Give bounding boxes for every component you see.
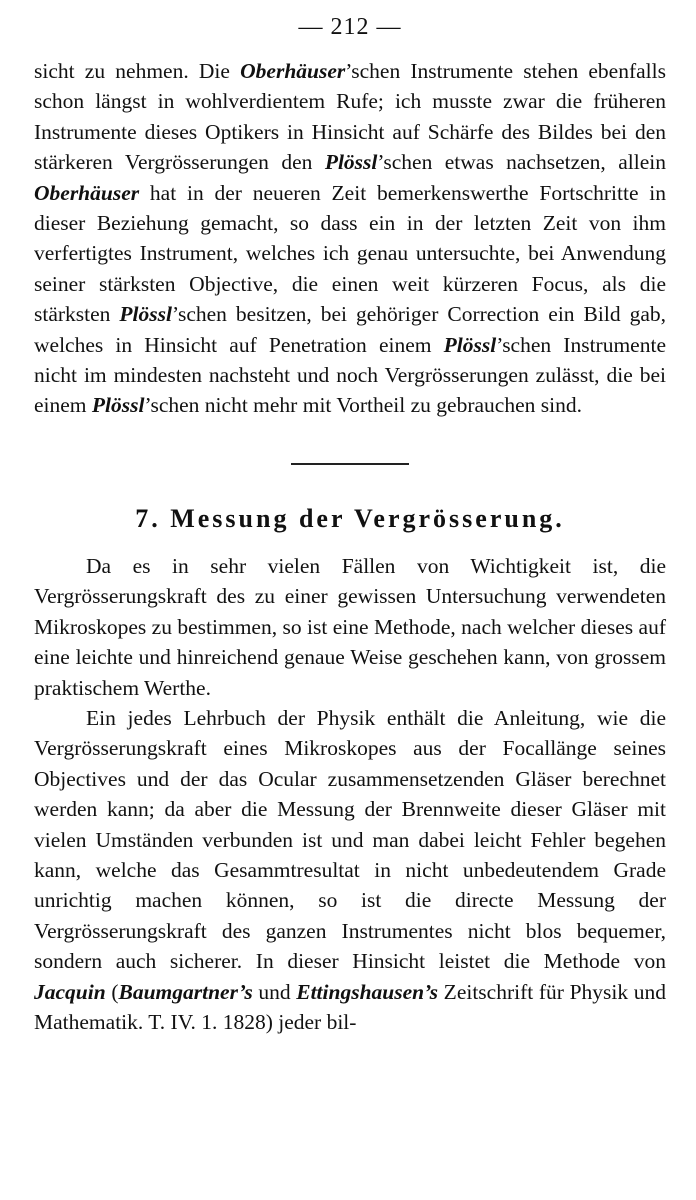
text-run: Zeitschrift für Physik und Mathematik. T. IV. 1. 1828) jeder bil- (34, 979, 666, 1034)
text-run: Da es in sehr vielen Fällen von Wichtigkeit ist, die Vergrösserungskraft des zu einer gewissen Untersuchung verwendeten Mikroskopes zu bestimmen, so ist eine Methode, nach welcher dieses auf eine leichte und hinreichend genaue Weise geschehen kann, von grossem praktischem Werthe. (34, 553, 666, 700)
emphasized-name: Ettingshausen’s (296, 979, 439, 1004)
emphasized-name: Baumgartner’s (118, 979, 253, 1004)
emphasized-name: Plössl (324, 150, 378, 175)
section-heading: 7. Messung der Vergrösserung. (135, 503, 565, 533)
text-run: und (252, 979, 297, 1004)
text-run: ’schen etwas nachsetzen, allein (377, 150, 666, 175)
text-run: ’schen Instrumente nicht im mindesten nachsteht und noch Vergrösserungen zulässt, die bei einem (34, 332, 666, 418)
emphasized-name: Oberhäuser (240, 59, 346, 83)
text-run: ’schen besitzen, bei gehöriger Correction ein Bild gab, welches in Hinsicht auf Penetration einem (34, 302, 666, 357)
emphasized-name: Oberhäuser (34, 180, 140, 205)
text-run: sicht zu nehmen. Die (34, 59, 241, 83)
section-divider (291, 463, 409, 465)
emphasized-name: Plössl (443, 332, 497, 357)
text-run: hat in der neueren Zeit bemerkenswerthe Fortschritte in dieser Beziehung gemacht, so dass ein in der letzten Zeit von ihm verfertigtes Instrument, welches ich genau untersuchte, bei Anwendung seiner stärksten Objective, die einen weit kürzeren Focus, als die stärksten (34, 180, 666, 327)
page-number: — 212 — (298, 14, 402, 40)
emphasized-name: Plössl (119, 302, 172, 327)
text-run: ( (105, 979, 119, 1004)
emphasized-name: Jacquin (34, 979, 106, 1004)
paragraph-intro (34, 551, 666, 703)
text-run: ’schen Instrumente stehen ebenfalls schon längst in wohlverdientem Rufe; ich musste zwar die früheren Instrumente dieses Optikers in Hinsicht auf Schärfe des Bildes bei den stärkeren Vergrösserungen den (34, 59, 666, 175)
paragraph-continued (34, 56, 666, 421)
paragraph-method (34, 703, 666, 1037)
emphasized-name: Plössl (91, 393, 145, 418)
text-run: ’schen nicht mehr mit Vortheil zu gebrauchen sind. (144, 393, 582, 418)
text-run: Ein jedes Lehrbuch der Physik enthält die Anleitung, wie die Vergrösserungskraft eines Mikroskopes aus der Focallänge seines Objectives und der das Ocular zusammensetzenden Gläser berechnet werden kann; da aber die Messung der Brennweite dieser Gläser mit vielen Umständen verbunden ist und man dabei leicht Fehler begehen kann, welche das Gesammtresultat in nicht unbedeutendem Grade unrichtig machen können, so ist die directe Messung der Vergrösserungskraft des ganzen Instrumentes nicht blos bequemer, sondern auch sicherer. In dieser Hinsicht leistet die Methode von (34, 705, 666, 974)
book-page (34, 12, 666, 1037)
